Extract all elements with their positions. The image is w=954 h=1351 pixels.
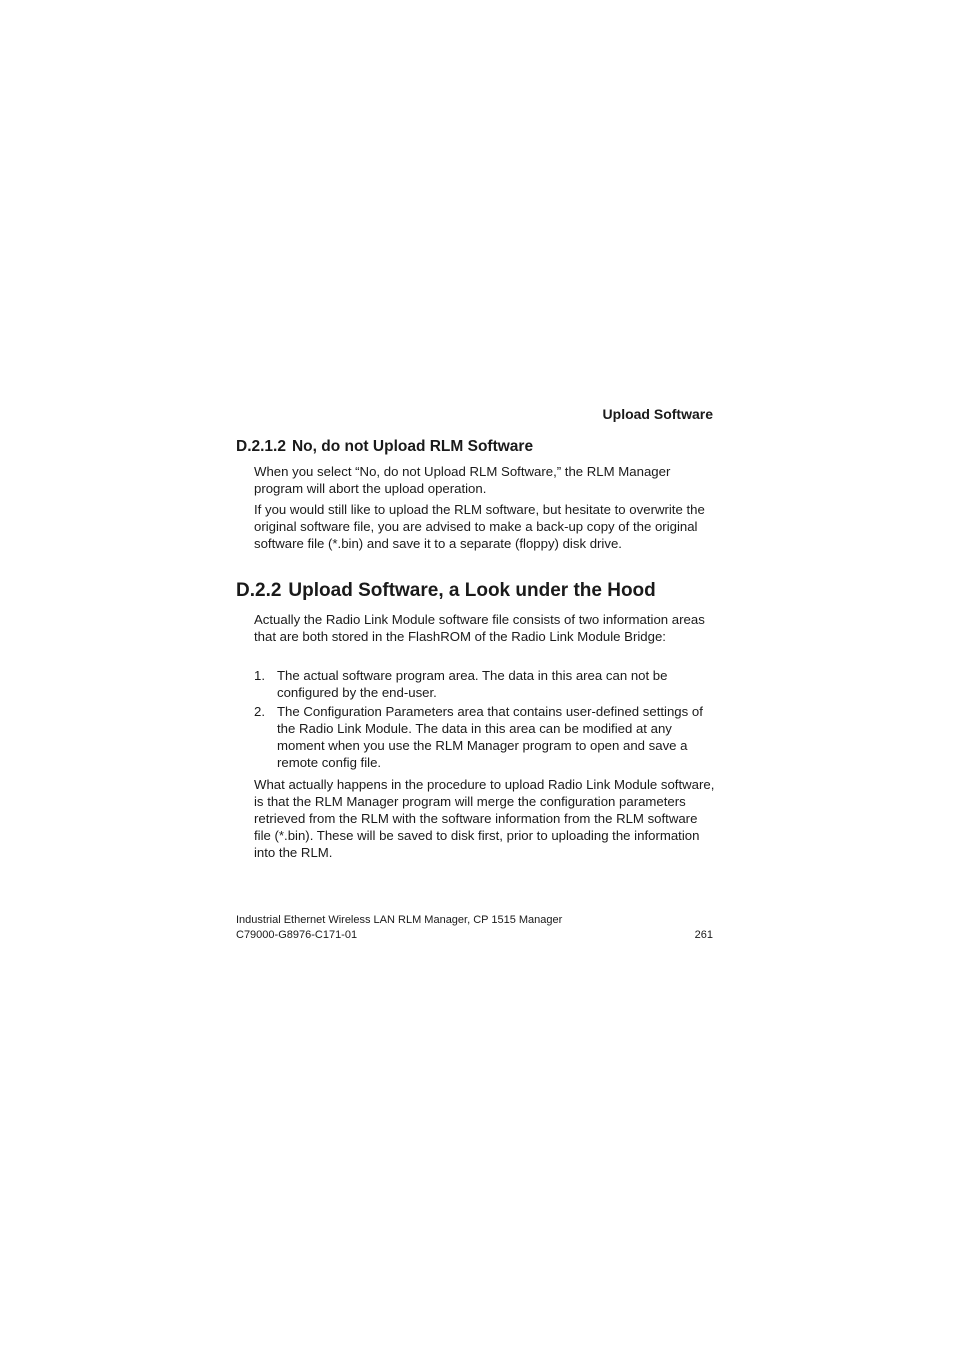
section-title: No, do not Upload RLM Software [291, 438, 534, 455]
list-text: The Configuration Parameters area that contains user-defined settings of the Radio Link Module. The data in this area can be modified at any moment when you use the RLM Manager program to open and save a remote config file. [277, 704, 703, 770]
page-number: 261 [694, 929, 713, 941]
footer-line [236, 928, 713, 942]
section-heading-d22 [236, 580, 716, 602]
paragraph: Actually the Radio Link Module software file consists of two information areas that are both stored in the FlashROM of the Radio Link Module Bridge: [254, 612, 705, 644]
running-header: Upload Software [602, 406, 713, 422]
paragraph: What actually happens in the procedure to upload Radio Link Module software, is that the RLM Manager program will merge the configuration parameters retrieved from the RLM with the software information from the RLM software file (*.bin). These will be saved to disk first, prior to uploading the information into the RLM. [254, 777, 715, 860]
list-number: 2. [254, 704, 265, 719]
footer-product: Industrial Ethernet Wireless LAN RLM Manager, CP 1515 Manager [236, 914, 563, 926]
list-text: The actual software program area. The data in this area can not be configured by the end-user. [277, 668, 668, 700]
section-number: D.2.2 [236, 580, 282, 601]
section-title: Upload Software, a Look under the Hood [288, 580, 656, 601]
list-number: 1. [254, 668, 265, 683]
section-heading-d212 [236, 438, 716, 456]
section-number: D.2.1.2 [236, 438, 286, 455]
paragraph: When you select “No, do not Upload RLM Software,” the RLM Manager program will abort the upload operation. [254, 464, 671, 496]
paragraph: If you would still like to upload the RLM software, but hesitate to overwrite the original software file, you are advised to make a back-up copy of the original software file (*.bin) and save it to a separate (floppy) disk drive. [254, 502, 705, 551]
footer-doc-id: C79000-G8976-C171-01 [236, 929, 358, 941]
